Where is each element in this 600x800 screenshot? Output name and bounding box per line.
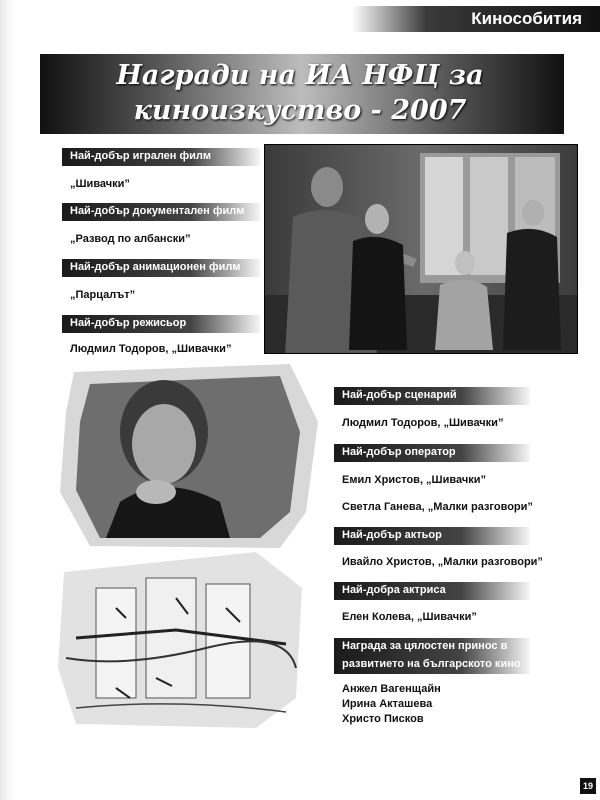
award-category-lifetime-line-1: Награда за цялостен принос в [334, 638, 530, 656]
page-title-line-1: Награди на ИА НФЦ за [116, 60, 484, 91]
award-winner-animation: „Парцалът” [70, 289, 136, 301]
page-title-line-2: киноизкуство - 2007 [133, 95, 467, 126]
award-category-lifetime-line-2: развитието на българското кино [334, 656, 530, 674]
award-winner-feature-film: „Шивачки” [70, 178, 130, 190]
award-winner-cinematographer-1: Емил Христов, „Шивачки” [342, 474, 486, 486]
award-winner-cinematographer-2: Светла Ганева, „Малки разговори” [342, 501, 533, 513]
award-category-feature-film: Най-добър игрален филм [62, 148, 260, 166]
award-category-screenplay: Най-добър сценарий [334, 387, 530, 405]
award-winner-director: Людмил Тодоров, „Шивачки” [70, 343, 232, 355]
award-category-documentary: Най-добър документален филм [62, 203, 260, 221]
portrait-photo [60, 362, 318, 550]
award-category-animation: Най-добър анимационен филм [62, 259, 260, 277]
award-winner-actor: Ивайло Христов, „Малки разговори” [342, 556, 543, 568]
award-winner-documentary: „Развод по албански” [70, 233, 191, 245]
city-drawing-illustration [56, 548, 306, 730]
award-category-actress: Най-добра актриса [334, 582, 530, 600]
award-category-director: Най-добър режисьор [62, 315, 260, 333]
award-winner-lifetime-3: Христо Писков [342, 713, 424, 725]
award-winner-actress: Елен Колева, „Шивачки” [342, 611, 477, 623]
film-still-photo [264, 144, 578, 354]
award-winner-screenplay: Людмил Тодоров, „Шивачки” [342, 417, 504, 429]
award-category-actor: Най-добър актьор [334, 527, 530, 545]
award-winner-lifetime-2: Ирина Акташева [342, 698, 433, 710]
page-number: 19 [580, 778, 596, 794]
award-winner-lifetime-1: Анжел Вагенщайн [342, 683, 441, 695]
section-header-tab: Кинособития [352, 6, 600, 32]
award-category-cinematographer: Най-добър оператор [334, 444, 530, 462]
